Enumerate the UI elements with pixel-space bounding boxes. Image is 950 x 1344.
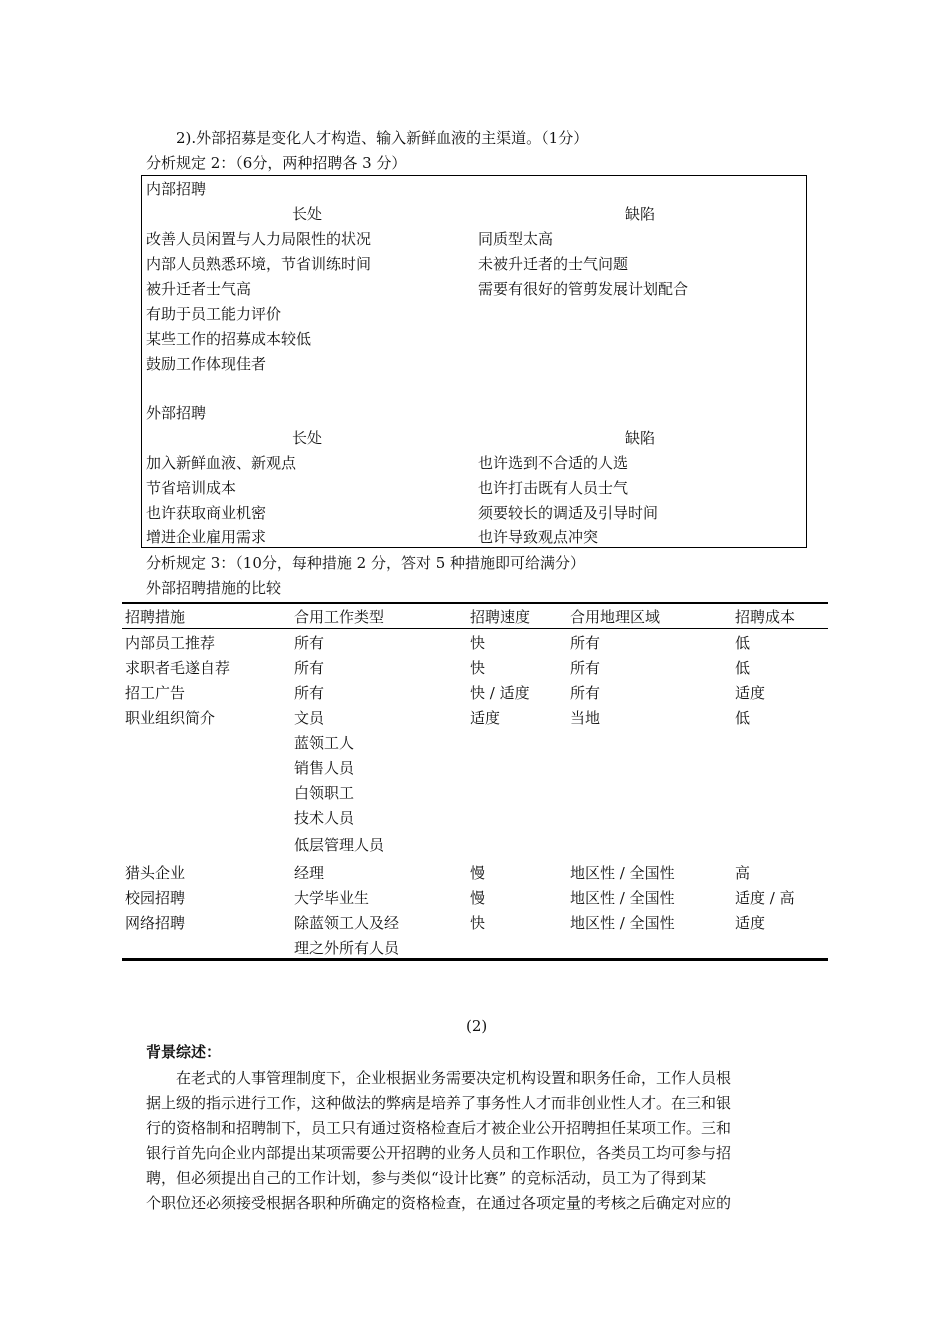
table-cell: 高 — [735, 864, 751, 882]
table-cell: 招工广告 — [125, 684, 186, 702]
table-cell: 大学毕业生 — [294, 889, 370, 907]
internal-pro-item: 内部人员熟悉环境，节省训练时间 — [146, 255, 372, 273]
table-header-cell: 合用地理区域 — [570, 608, 661, 626]
internal-con-item: 同质型太高 — [478, 230, 554, 248]
table-header-cell: 合用工作类型 — [294, 608, 385, 626]
background-heading: 背景综述： — [146, 1043, 222, 1061]
table-cell: 内部员工推荐 — [125, 634, 216, 652]
table-cell: 快 / 适度 — [470, 684, 530, 702]
table-cell: 快 — [470, 914, 486, 932]
background-line: 行的资格制和招聘制下，员工只有通过资格检查后才被企业公开招聘担任某项工作。三和 — [146, 1119, 732, 1137]
external-title: 外部招聘 — [146, 404, 207, 422]
internal-pro-item: 改善人员闲置与人力局限性的状况 — [146, 230, 372, 248]
internal-cons-header: 缺陷 — [625, 205, 656, 223]
table-header-cell: 招聘速度 — [470, 608, 531, 626]
table-cell: 所有 — [294, 684, 325, 702]
table-cell: 除蓝领工人及经 — [294, 914, 400, 932]
table-cell: 地区性 / 全国性 — [570, 864, 675, 882]
table-header-rule — [122, 628, 828, 629]
table-cell: 猎头企业 — [125, 864, 186, 882]
background-line: 个职位还必须接受根据各职种所确定的资格检查，在通过各项定量的考核之后确定对应的 — [146, 1194, 732, 1212]
background-paragraph — [146, 1066, 808, 1216]
external-con-item: 也许选到不合适的人选 — [478, 454, 629, 472]
internal-title: 内部招聘 — [146, 180, 207, 198]
table-cell: 当地 — [570, 709, 601, 727]
table-cell: 地区性 / 全国性 — [570, 914, 675, 932]
analysis2-heading: 分析规定 2：（6分，两种招聘各 3 分） — [146, 154, 407, 172]
table-cell: 慢 — [470, 864, 486, 882]
internal-pro-item: 鼓励工作体现佳者 — [146, 355, 267, 373]
internal-pro-item: 某些工作的招募成本较低 — [146, 330, 312, 348]
table-cell: 所有 — [294, 634, 325, 652]
table-cell: 低 — [735, 659, 751, 677]
internal-con-item: 未被升迁者的士气问题 — [478, 255, 629, 273]
table-header-cell: 招聘成本 — [735, 608, 796, 626]
background-line: 银行首先向企业内部提出某项需要公开招聘的业务人员和工作职位，各类员工均可参与招 — [146, 1144, 732, 1162]
table-cell: 校园招聘 — [125, 889, 186, 907]
section-number: (2) — [466, 1017, 488, 1035]
external-pro-item: 增进企业雇用需求 — [146, 528, 267, 546]
external-cons-header: 缺陷 — [625, 429, 656, 447]
table-cell: 蓝领工人 — [294, 734, 355, 752]
table-cell: 快 — [470, 634, 486, 652]
table-cell: 职业组织简介 — [125, 709, 216, 727]
table-cell: 适度 / 高 — [735, 889, 795, 907]
table-cell: 所有 — [570, 659, 601, 677]
table-cell: 慢 — [470, 889, 486, 907]
table-cell: 理之外所有人员 — [294, 939, 400, 957]
background-line: 据上级的指示进行工作，这种做法的弊病是培养了事务性人才而非创业性人才。在三和银 — [146, 1094, 732, 1112]
analysis3-heading: 分析规定 3：（10分，每种措施 2 分，答对 5 种措施即可给满分） — [146, 554, 586, 572]
table-cell: 低层管理人员 — [294, 836, 385, 854]
external-pro-item: 也许获取商业机密 — [146, 504, 267, 522]
table-top-rule — [122, 602, 828, 604]
table-cell: 所有 — [294, 659, 325, 677]
internal-pro-item: 有助于员工能力评价 — [146, 305, 282, 323]
table-cell: 网络招聘 — [125, 914, 186, 932]
table-header-cell: 招聘措施 — [125, 608, 186, 626]
internal-con-item: 需要有很好的管剪发展计划配合 — [478, 280, 689, 298]
table-cell: 适度 — [735, 684, 766, 702]
external-pros-header: 长处 — [292, 429, 323, 447]
internal-pro-item: 被升迁者士气高 — [146, 280, 252, 298]
table-bottom-rule — [122, 958, 828, 961]
intro-line: 2).外部招募是变化人才构造、输入新鲜血液的主渠道。（1分） — [176, 129, 589, 147]
external-con-item: 也许打击既有人员士气 — [478, 479, 629, 497]
table-cell: 地区性 / 全国性 — [570, 889, 675, 907]
external-pro-item: 节省培训成本 — [146, 479, 237, 497]
table-cell: 求职者毛遂自荐 — [125, 659, 231, 677]
table-cell: 低 — [735, 709, 751, 727]
table-cell: 白领职工 — [294, 784, 355, 802]
comparison-title: 外部招聘措施的比较 — [146, 579, 282, 597]
table-cell: 低 — [735, 634, 751, 652]
external-con-item: 也许导致观点冲突 — [478, 528, 599, 546]
table-cell: 快 — [470, 659, 486, 677]
table-cell: 所有 — [570, 684, 601, 702]
external-pro-item: 加入新鲜血液、新观点 — [146, 454, 297, 472]
table-cell: 适度 — [470, 709, 501, 727]
internal-pros-header: 长处 — [292, 205, 323, 223]
table-cell: 文员 — [294, 709, 325, 727]
table-cell: 销售人员 — [294, 759, 355, 777]
table-cell: 适度 — [735, 914, 766, 932]
background-line: 在老式的人事管理制度下，企业根据业务需要决定机构设置和职务任命，工作人员根 — [176, 1069, 732, 1087]
table-cell: 所有 — [570, 634, 601, 652]
table-cell: 经理 — [294, 864, 325, 882]
external-con-item: 须要较长的调适及引导时间 — [478, 504, 659, 522]
background-line: 聘，但必须提出自己的工作计划，参与类似“设计比赛” 的竞标活动，员工为了得到某 — [146, 1169, 707, 1187]
table-cell: 技术人员 — [294, 809, 355, 827]
